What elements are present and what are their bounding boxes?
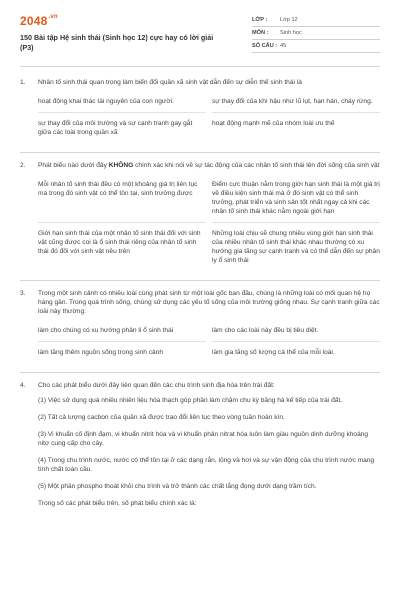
question-number: 2. (20, 162, 26, 169)
question-4 (20, 372, 380, 508)
header (20, 14, 380, 62)
statement: (2) Tất cả lượng cacbon của quần xã được trao đổi liên tục theo vòng tuần hoàn kín. (38, 414, 285, 421)
option[interactable]: hoạt động mạnh mẽ của nhóm loài ưu thế (212, 112, 380, 143)
option[interactable]: hoạt động khai thác tài nguyên của con người. (38, 98, 174, 105)
option[interactable]: làm tăng thêm nguồn sống trong sinh cảnh (38, 341, 206, 363)
question-number: 1. (20, 79, 26, 86)
question-2 (20, 152, 380, 271)
option[interactable]: Mỗi nhân tố sinh thái đều có một khoảng giá trị liên tục mà trong đó sinh vật có thể tồn tại, sinh trưởng được (38, 181, 198, 197)
question-list (20, 78, 380, 517)
options-grid (38, 174, 380, 271)
option[interactable]: Những loài chịu sẽ chung nhiều vùng giới hạn sinh thái của nhiều nhân tố sinh thái khác nhau thường có xu hướng gia tăng sự cạnh tranh và có thể dẫn đến sự phân ly ổ sinh thái (212, 222, 380, 271)
statement: (1) Việc sử dụng quá nhiều nhiên liệu hóa thạch góp phần làm chậm chu kỳ băng hà kế tiếp của trái đất. (38, 397, 343, 404)
options-grid (38, 91, 380, 143)
header-divider (20, 66, 380, 67)
logo-sub: .vn (48, 14, 58, 20)
meta-label: LỚP : (252, 17, 268, 23)
option[interactable]: Điểm cực thuận nằm trong giới hạn sinh thái là một giá trị về điều kiện sinh thái mà ở đó sinh vật có thể sinh trưởng, phát triển và sinh sản tốt nhất ngay cả khi các nhân tố sinh thái khác nằm ngoài giới hạn (212, 181, 380, 215)
statement: Trong số các phát biểu trên, số phát biểu chính xác là: (38, 500, 197, 507)
question-text: Nhân tố sinh thái quan trọng làm biến đổi quần xã sinh vật dẫn đến sự diễn thế sinh thái là (38, 79, 302, 86)
document-title: 150 Bài tập Hệ sinh thái (Sinh học 12) cực hay có lời giải (P3) (20, 33, 214, 52)
option[interactable]: sự thay đổi của môi trường và sự cạnh tranh gay gắt giữa các loài trong quần xã (38, 112, 206, 143)
option[interactable]: Giới hạn sinh thái của một nhân tố sinh thái đối với sinh vật cũng được coi là ổ sinh thái riêng của nhân tố sinh thái đó đối với sinh vật nêu trên (38, 222, 206, 271)
statement: (4) Trong chu trình nước, nước có thể tồn tại ở các dạng rắn, lỏng và hơi và sự vận động của chu trình nước mang tính chất toàn cầu. (38, 457, 375, 473)
statement: (3) Vi khuẩn cố định đạm, vi khuẩn nitrit hóa và vi khuẩn phản nitrat hóa luôn làm giàu nguồn dinh dưỡng khoáng nitơ cung cấp cho cây. (38, 431, 369, 447)
question-number: 4. (20, 382, 26, 389)
question-keyword: KHÔNG (108, 162, 134, 169)
meta-row-subject (252, 27, 380, 40)
meta-value: Lớp 12 (280, 17, 298, 23)
question-number: 3. (20, 290, 26, 297)
statement-list (38, 396, 380, 508)
meta-value: Sinh học (280, 30, 302, 36)
statement: (5) Một phần phospho thoát khỏi chu trình và trở thành các chất lắng đọng dưới dạng trầm tích. (38, 483, 317, 490)
option[interactable]: làm cho các loài này đều bị tiêu diệt. (212, 327, 319, 334)
meta-table (252, 14, 380, 53)
question-text (38, 161, 380, 170)
question-text-part: Phát biểu nào dưới đây (38, 162, 109, 169)
option[interactable]: làm gia tăng số lượng cá thể của mỗi loài. (212, 341, 380, 363)
question-text-part: chính xác khi nói về sự tác động của các nhân tố sinh thái lên đời sống của sinh vật (133, 162, 380, 169)
meta-label: SỐ CÂU : (252, 43, 278, 49)
meta-row-count (252, 40, 380, 53)
question-text: Cho các phát biểu dưới đây liên quan đến các chu trình sinh địa hóa trên trái đất: (38, 382, 275, 389)
question-3 (20, 280, 380, 363)
logo-main: 2048 (20, 14, 48, 28)
question-1 (20, 78, 380, 143)
option[interactable]: sự thay đổi của khí hậu như lũ lụt, hạn hán, cháy rừng. (212, 98, 373, 105)
options-grid (38, 320, 380, 363)
question-text: Trong một sinh cảnh có nhiều loài cùng phát sinh từ một loài gốc ban đầu, chúng là những loài có mối quan hệ họ hàng gần. Trong quá trình sống, chúng sử dụng các yếu tố sống của môi trường giống nhau. Sự cạnh tranh giữa các loài này thường: (38, 290, 380, 315)
meta-row-class (252, 14, 380, 27)
meta-value: 45 (280, 43, 287, 49)
site-logo[interactable] (20, 14, 58, 28)
option[interactable]: làm cho chúng có xu hướng phân li ổ sinh thái (38, 327, 174, 334)
meta-label: MÔN : (252, 30, 269, 36)
